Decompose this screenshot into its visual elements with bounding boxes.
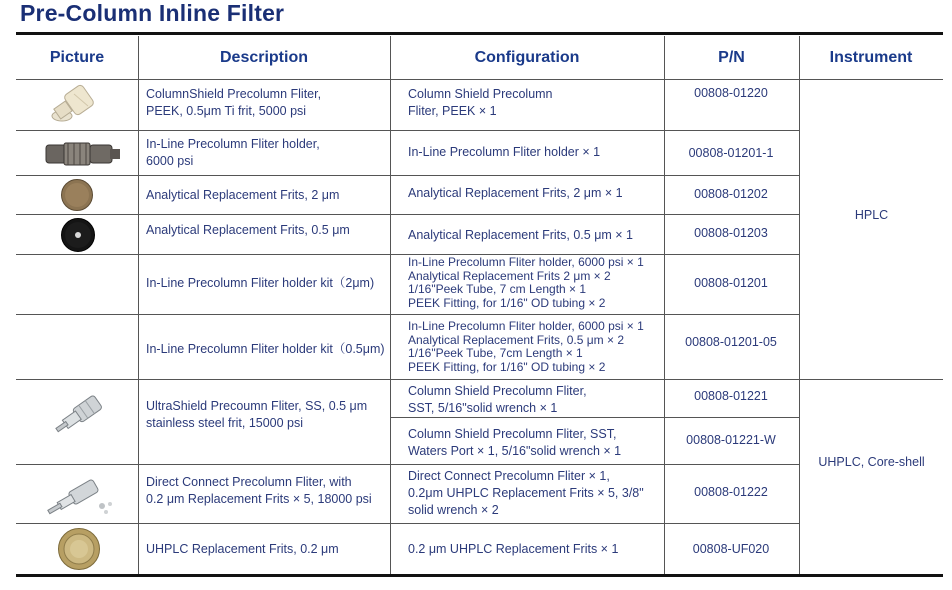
instrument-uhplc: UHPLC, Core-shell	[818, 455, 925, 469]
grid-line	[138, 36, 139, 574]
table-bottom-rule	[16, 574, 943, 577]
row-4-configuration: Analytical Replacement Frits, 0.5 μm × 1	[408, 228, 633, 242]
direct-connect-filter-icon	[40, 470, 120, 518]
instrument-hplc: HPLC	[854, 208, 889, 222]
row-10-configuration: 0.2 μm UHPLC Replacement Frits × 1	[408, 542, 619, 556]
row-9-configuration: Direct Connect Precolumn Fliter × 1, 0.2μm UHPLC Replacement Frits × 5, 3/8" solid wrench × 2	[408, 469, 644, 517]
row-8-pn: 00808-01221-W	[686, 433, 776, 447]
row-3-description: Analytical Replacement Frits, 2 μm	[146, 188, 340, 202]
row-3-pn: 00808-01202	[694, 187, 768, 201]
row-9-pn: 00808-01222	[694, 485, 768, 499]
row-7-pn: 00808-01221	[694, 389, 768, 403]
header-instrument: Instrument	[829, 49, 913, 66]
filter-holder-icon	[44, 138, 124, 170]
precolumn-cartridge-icon	[44, 84, 106, 126]
frit-disc-05um-icon	[60, 217, 96, 253]
row-10-description: UHPLC Replacement Frits, 0.2 μm	[146, 542, 339, 556]
row-5-pn: 00808-01201	[694, 276, 768, 290]
row-5-description: In-Line Precolumn Fliter holder kit（2μm)	[146, 276, 375, 290]
grid-line	[16, 130, 799, 131]
row-2-pn: 00808-01201-1	[688, 146, 774, 160]
grid-line	[16, 79, 943, 80]
row-8-configuration: Column Shield Precolumn Fliter, SST, Waters Port × 1, 5/16"solid wrench × 1	[408, 427, 622, 458]
row-2-configuration: In-Line Precolumn Fliter holder × 1	[408, 145, 601, 159]
grid-line	[16, 314, 799, 315]
grid-line	[16, 523, 799, 524]
grid-line	[390, 36, 391, 574]
row-6-configuration: In-Line Precolumn Fliter holder, 6000 psi × 1 Analytical Replacement Frits, 0.5 μm × 2 1/16"Peek Tube, 7cm Length × 1 PEEK Fitting, for 1/16" OD tubing × 2	[408, 319, 644, 374]
row-9-description: Direct Connect Precolumn Fliter, with 0.2 μm Replacement Frits × 5, 18000 psi	[146, 475, 372, 506]
row-1-description: ColumnShield Precolumn Fliter, PEEK, 0.5μm Ti frit, 5000 psi	[146, 87, 322, 118]
table-top-rule	[16, 32, 943, 35]
row-6-pn: 00808-01201-05	[685, 335, 777, 349]
header-description: Description	[219, 49, 308, 66]
row-1-configuration: Column Shield Precolumn Fliter, PEEK × 1	[408, 87, 553, 118]
row-4-description: Analytical Replacement Frits, 0.5 μm	[146, 223, 350, 237]
row-4-pn: 00808-01203	[694, 226, 768, 240]
grid-line	[390, 417, 799, 418]
row-7-configuration: Column Shield Precolumn Fliter, SST, 5/16"solid wrench × 1	[408, 384, 587, 415]
header-pn: P/N	[718, 49, 745, 66]
frit-disc-2um-icon	[60, 178, 94, 212]
uhplc-frit-icon	[57, 527, 101, 571]
row-3-configuration: Analytical Replacement Frits, 2 μm × 1	[408, 186, 623, 200]
grid-line	[16, 175, 799, 176]
page-title: Pre-Column Inline Filter	[20, 0, 285, 26]
grid-line	[799, 36, 800, 574]
grid-line	[16, 464, 799, 465]
ultrashield-filter-icon	[48, 390, 112, 438]
row-1-pn: 00808-01220	[694, 86, 768, 100]
row-2-description: In-Line Precolumn Fliter holder, 6000 psi	[146, 137, 320, 168]
row-10-pn: 00808-UF020	[692, 542, 770, 556]
header-configuration: Configuration	[474, 49, 580, 66]
row-6-description: In-Line Precolumn Fliter holder kit（0.5μm)	[146, 342, 385, 356]
row-5-configuration: In-Line Precolumn Fliter holder, 6000 psi × 1 Analytical Replacement Frits 2 μm × 2 1/16"Peek Tube, 7 cm Length × 1 PEEK Fitting, for 1/16" OD tubing × 2	[408, 255, 644, 310]
row-7-description: UltraShield Precoumn Fliter, SS, 0.5 μm stainless steel frit, 15000 psi	[146, 399, 368, 430]
grid-line	[16, 214, 799, 215]
grid-line	[16, 379, 943, 380]
header-picture: Picture	[49, 49, 105, 66]
